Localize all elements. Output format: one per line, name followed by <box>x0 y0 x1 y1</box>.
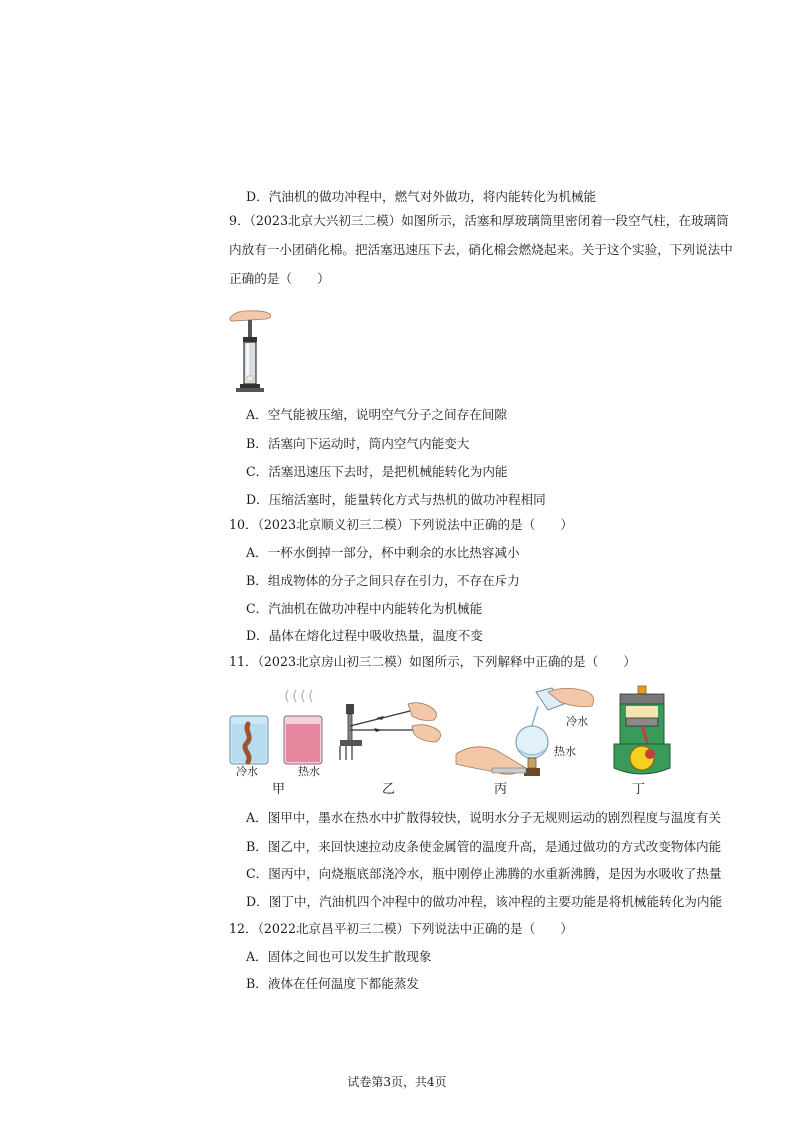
metal-tube-friction-figure <box>336 700 448 768</box>
flask-cold-water-figure <box>452 684 602 784</box>
figure-label-jia: 甲 <box>272 782 286 797</box>
q12-option-b: B．液体在任何温度下都能蒸发 <box>246 976 419 991</box>
q9-stem-line-2: 内放有一小团硝化棉。把活塞迅速压下去，硝化棉会燃烧起来。关于这个实验，下列说法中 <box>229 242 733 257</box>
hot-water-caption: 热水 <box>298 765 320 778</box>
bing-hot-water-caption: 热水 <box>554 745 576 758</box>
q10-option-b: B．组成物体的分子之间只存在引力，不存在斥力 <box>246 573 520 588</box>
q9-option-b: B．活塞向下运动时，筒内空气内能变大 <box>246 436 470 451</box>
q12-option-a: A．固体之间也可以发生扩散现象 <box>246 949 432 964</box>
q10-option-d: D．晶体在熔化过程中吸收热量，温度不变 <box>246 628 483 643</box>
q11-option-a: A．图甲中，墨水在热水中扩散得较快，说明水分子无规则运动的剧烈程度与温度有关 <box>246 810 722 825</box>
figure-label-ding: 丁 <box>632 782 646 797</box>
piston-cylinder-figure <box>226 304 276 396</box>
q11-option-b: B．图乙中，来回快速拉动皮条使金属管的温度升高，是通过做功的方式改变物体内能 <box>246 839 722 854</box>
cold-water-caption: 冷水 <box>236 765 258 778</box>
diffusion-beakers-figure <box>226 688 330 768</box>
q9-stem-line-3: 正确的是（ ） <box>229 271 330 286</box>
q8-option-d: D．汽油机的做功冲程中，燃气对外做功，将内能转化为机械能 <box>246 189 597 204</box>
q10-option-a: A．一杯水倒掉一部分，杯中剩余的水比热容减小 <box>246 545 520 560</box>
q11-option-d: D．图丁中，汽油机四个冲程中的做功冲程，该冲程的主要功能是将机械能转化为内能 <box>246 894 723 909</box>
q11-stem: 11．（2023北京房山初三二模）如图所示，下列解释中正确的是（ ） <box>229 654 636 669</box>
q10-stem: 10．（2023北京顺义初三二模）下列说法中正确的是（ ） <box>229 517 574 532</box>
q9-option-c: C．活塞迅速压下去时，是把机械能转化为内能 <box>246 464 508 479</box>
q9-option-d: D．压缩活塞时，能量转化方式与热机的做功冲程相同 <box>246 492 546 507</box>
page-footer: 试卷第3页，共4页 <box>347 1075 447 1089</box>
figure-label-bing: 丙 <box>494 782 508 797</box>
q9-stem-line-1: 9．（2023北京大兴初三二模）如图所示，活塞和厚玻璃筒里密闭着一段空气柱，在玻璃筒 <box>229 213 729 228</box>
q12-stem: 12．（2022北京昌平初三二模）下列说法中正确的是（ ） <box>229 921 574 936</box>
q9-option-a: A．空气能被压缩，说明空气分子之间存在间隙 <box>246 407 507 422</box>
figure-label-yi: 乙 <box>382 782 396 797</box>
q10-option-c: C．汽油机在做功冲程中内能转化为机械能 <box>246 601 483 616</box>
bing-cold-water-caption: 冷水 <box>566 715 588 728</box>
q11-option-c: C．图丙中，向烧瓶底部浇冷水，瓶中刚停止沸腾的水重新沸腾，是因为水吸收了热量 <box>246 866 722 881</box>
engine-cylinder-figure <box>612 684 672 780</box>
